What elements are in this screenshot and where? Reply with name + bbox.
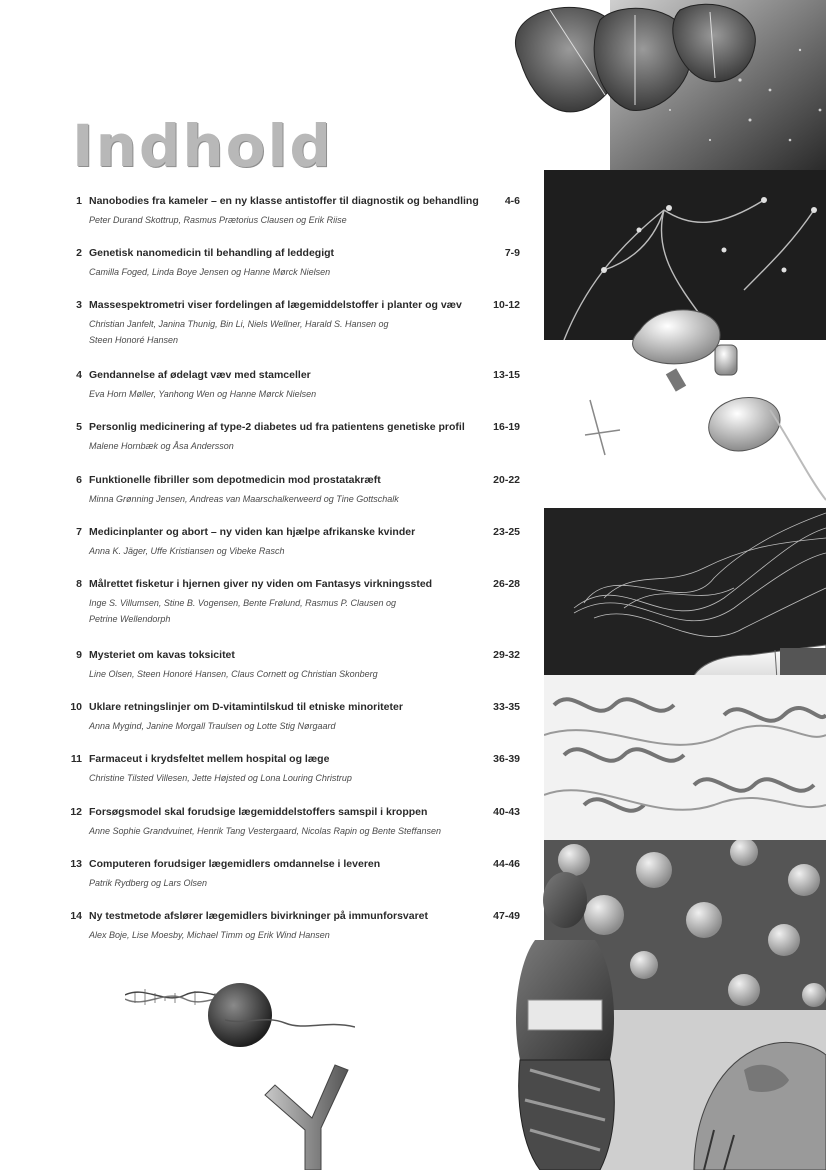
entry-title: Medicinplanter og abort – ny viden kan hjælpe afrikanske kvinder — [89, 526, 416, 538]
entry-pages: 29-32 — [493, 649, 520, 661]
entry-title: Uklare retningslinjer om D-vitamintilskud til etniske minoriteter — [89, 701, 403, 713]
entry-pages: 33-35 — [493, 701, 520, 713]
entry-authors: Minna Grønning Jensen, Andreas van Maarschalkerweerd og Tine Gottschalk — [89, 494, 399, 504]
entry-authors: Patrik Rydberg og Lars Olsen — [89, 878, 208, 888]
entry-pages: 16-19 — [493, 421, 520, 433]
entry-authors: Peter Durand Skottrup, Rasmus Prætorius Clausen og Erik Riise — [89, 215, 347, 225]
entry-number: 7 — [76, 526, 82, 538]
entry-number: 6 — [76, 474, 82, 486]
entry-title: Nanobodies fra kameler – en ny klasse antistoffer til diagnostik og behandling — [89, 195, 479, 207]
entry-authors: Christine Tilsted Villesen, Jette Højsted og Lona Louring Christrup — [89, 773, 352, 783]
entry-title: Genetisk nanomedicin til behandling af leddegigt — [89, 247, 335, 259]
entry-title: Personlig medicinering af type-2 diabetes ud fra patientens genetiske profil — [89, 421, 465, 433]
entry-authors: Anne Sophie Grandvuinet, Henrik Tang Vestergaard, Nicolas Rapin og Bente Steffansen — [89, 826, 442, 836]
entry-title: Forsøgsmodel skal forudsige lægemiddelstoffers samspil i kroppen — [89, 806, 428, 818]
entry-number: 5 — [76, 421, 82, 433]
entry-pages: 47-49 — [493, 910, 520, 922]
entry-pages: 13-15 — [493, 369, 520, 381]
entry-pages: 44-46 — [493, 858, 520, 870]
entry-pages: 40-43 — [493, 806, 520, 818]
entry-number: 3 — [76, 299, 82, 311]
entry-authors: Anna Mygind, Janine Morgall Traulsen og Lotte Stig Nørgaard — [89, 721, 336, 731]
entry-title: Funktionelle fibriller som depotmedicin mod prostatakræft — [89, 474, 381, 486]
entry-number: 9 — [76, 649, 82, 661]
entry-title: Ny testmetode afslører lægemidlers bivirkninger på immunforsvaret — [89, 910, 429, 922]
entry-number: 13 — [70, 858, 82, 870]
woman-photo — [480, 860, 650, 1170]
entry-authors: Alex Boje, Lise Moesby, Michael Timm og Erik Wind Hansen — [89, 930, 330, 940]
entry-pages: 7-9 — [504, 247, 520, 259]
entry-authors: Anna K. Jäger, Uffe Kristiansen og Vibeke Rasch — [89, 546, 285, 556]
entry-pages: 4-6 — [504, 195, 520, 207]
entry-number: 1 — [76, 195, 82, 207]
leaves-illustration — [350, 0, 826, 170]
image-collage — [540, 0, 826, 1170]
entry-authors: Inge S. Villumsen, Stine B. Vogensen, Bente Frølund, Rasmus P. Clausen og Petrine Wellendorph — [89, 598, 397, 624]
antibody-illustration — [255, 1060, 365, 1170]
entry-title: Farmaceut i krydsfeltet mellem hospital og læge — [89, 753, 330, 765]
entry-number: 14 — [70, 910, 82, 922]
entry-number: 12 — [70, 806, 82, 818]
entry-number: 2 — [76, 247, 82, 259]
page-title: Indhold — [72, 112, 333, 180]
entry-number: 10 — [70, 701, 82, 713]
entry-pages: 26-28 — [493, 578, 520, 590]
lab-objects-illustration — [530, 290, 826, 510]
entry-authors: Camilla Foged, Linda Boye Jensen og Hanne Mørck Nielsen — [89, 267, 331, 277]
entry-title: Mysteriet om kavas toksicitet — [89, 649, 235, 661]
entry-authors: Line Olsen, Steen Honoré Hansen, Claus Cornett og Christian Skonberg — [89, 669, 378, 679]
dna-virus-illustration — [125, 975, 355, 1055]
entry-pages: 20-22 — [493, 474, 520, 486]
entry-title: Målrettet fisketur i hjernen giver ny viden om Fantasys virkningssted — [89, 578, 433, 590]
entry-number: 8 — [76, 578, 82, 590]
entry-authors: Malene Hornbæk og Åsa Andersson — [89, 441, 234, 451]
entry-title: Gendannelse af ødelagt væv med stamceller — [89, 369, 311, 381]
entry-number: 11 — [70, 753, 82, 765]
entry-authors: Eva Horn Møller, Yanhong Wen og Hanne Mørck Nielsen — [89, 389, 317, 399]
entry-pages: 36-39 — [493, 753, 520, 765]
protein-structure-image — [544, 675, 826, 840]
entry-title: Computeren forudsiger lægemidlers omdannelse i leveren — [89, 858, 381, 870]
entry-pages: 23-25 — [493, 526, 520, 538]
entry-pages: 10-12 — [493, 299, 520, 311]
entry-authors: Christian Janfelt, Janina Thunig, Bin Li, Niels Wellner, Harald S. Hansen og Steen Honoré Hansen — [89, 319, 389, 345]
entry-number: 4 — [76, 369, 82, 381]
entry-title: Massespektrometri viser fordelingen af lægemiddelstoffer i planter og væv — [89, 299, 462, 311]
